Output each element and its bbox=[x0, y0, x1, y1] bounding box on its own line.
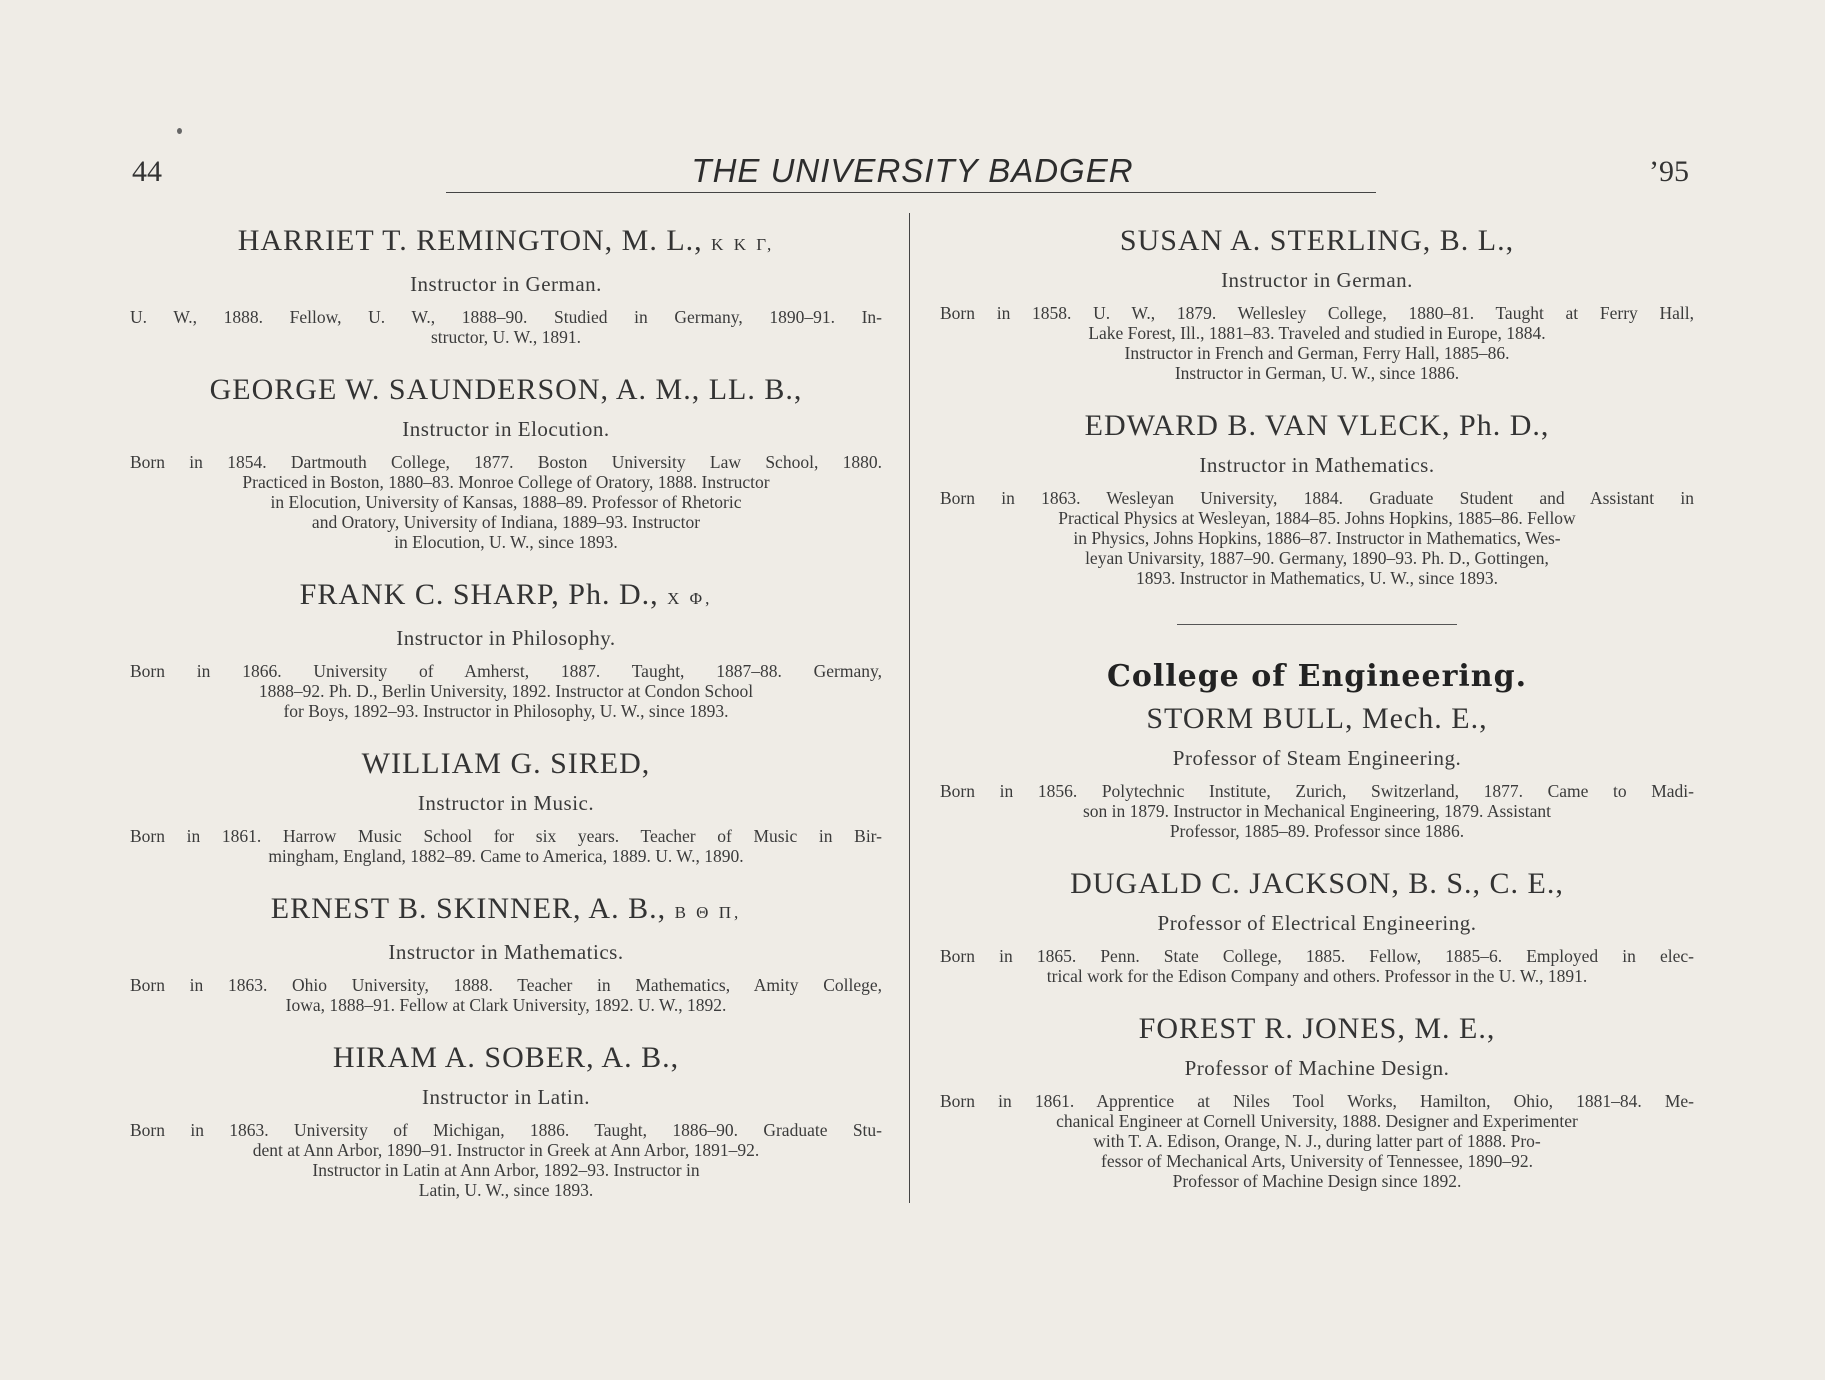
faculty-name-text: DUGALD C. JACKSON, B. S., C. E., bbox=[1070, 867, 1564, 900]
bio-line: Iowa, 1888–91. Fellow at Clark University, 1892. U. W., 1892. bbox=[285, 995, 727, 1015]
bio-line: Born in 1865. Penn. State College, 1885. Fellow, 1885–6. Employed in elec- bbox=[940, 946, 1694, 966]
faculty-bio bbox=[130, 826, 882, 866]
fraternity-letters: X Φ, bbox=[667, 589, 713, 608]
bio-line: Instructor in German, U. W., since 1886. bbox=[1174, 363, 1460, 383]
faculty-entry bbox=[130, 890, 882, 1015]
right-column-top bbox=[940, 222, 1694, 588]
faculty-name-text: ERNEST B. SKINNER, A. B., bbox=[270, 892, 667, 925]
faculty-name bbox=[130, 1039, 882, 1077]
faculty-name bbox=[130, 890, 882, 932]
faculty-title: Instructor in Mathematics. bbox=[1199, 453, 1435, 477]
bio-line: Professor of Machine Design since 1892. bbox=[1172, 1171, 1462, 1191]
bio-line: Practiced in Boston, 1880–83. Monroe College of Oratory, 1888. Instructor bbox=[242, 472, 770, 492]
section-rule bbox=[1177, 624, 1457, 625]
bio-line: Instructor in Latin at Ann Arbor, 1892–93. Instructor in bbox=[312, 1160, 700, 1180]
faculty-entry bbox=[940, 700, 1694, 841]
faculty-entry bbox=[940, 865, 1694, 986]
faculty-entry bbox=[130, 745, 882, 866]
faculty-name bbox=[940, 700, 1694, 738]
faculty-entry bbox=[130, 1039, 882, 1200]
faculty-name bbox=[940, 1010, 1694, 1048]
faculty-title: Instructor in Mathematics. bbox=[388, 940, 624, 964]
bio-line: in Elocution, U. W., since 1893. bbox=[394, 532, 618, 552]
bio-line: chanical Engineer at Cornell University, 1888. Designer and Experimenter bbox=[1056, 1111, 1578, 1131]
fraternity-letters: K K Γ, bbox=[711, 235, 775, 254]
faculty-bio bbox=[130, 452, 882, 552]
bio-line: structor, U. W., 1891. bbox=[431, 327, 581, 347]
faculty-title: Professor of Electrical Engineering. bbox=[1157, 911, 1477, 935]
faculty-entry bbox=[940, 222, 1694, 383]
bio-line: fessor of Mechanical Arts, University of Tennessee, 1890–92. bbox=[1101, 1151, 1533, 1171]
faculty-name-text: SUSAN A. STERLING, B. L., bbox=[1119, 224, 1515, 257]
right-column-bottom bbox=[940, 700, 1694, 1191]
faculty-entry bbox=[940, 407, 1694, 588]
bio-line: Born in 1863. Wesleyan University, 1884. Graduate Student and Assistant in bbox=[940, 488, 1694, 508]
bio-line: in Physics, Johns Hopkins, 1886–87. Instructor in Mathematics, Wes- bbox=[1073, 528, 1561, 548]
faculty-title: Professor of Steam Engineering. bbox=[1172, 746, 1462, 770]
faculty-title: Instructor in Latin. bbox=[421, 1085, 591, 1109]
faculty-name bbox=[940, 222, 1694, 260]
bio-line: U. W., 1888. Fellow, U. W., 1888–90. Studied in Germany, 1890–91. In- bbox=[130, 307, 882, 327]
faculty-entry bbox=[130, 576, 882, 721]
bio-line: leyan Univarsity, 1887–90. Germany, 1890–93. Ph. D., Gottingen, bbox=[1085, 548, 1549, 568]
faculty-name bbox=[130, 371, 882, 409]
bio-line: Born in 1856. Polytechnic Institute, Zurich, Switzerland, 1877. Came to Madi- bbox=[940, 781, 1694, 801]
bio-line: Lake Forest, Ill., 1881–83. Traveled and studied in Europe, 1884. bbox=[1088, 323, 1546, 343]
faculty-name-text: FOREST R. JONES, M. E., bbox=[1138, 1012, 1496, 1045]
faculty-name-text: HIRAM A. SOBER, A. B., bbox=[332, 1041, 680, 1074]
running-title: THE UNIVERSITY BADGER bbox=[691, 152, 1134, 189]
bio-line: 1888–92. Ph. D., Berlin University, 1892. Instructor at Condon School bbox=[258, 681, 754, 701]
section-heading: College of Engineering. bbox=[1106, 659, 1528, 694]
faculty-name-text: FRANK C. SHARP, Ph. D., bbox=[299, 578, 659, 611]
bio-line: Born in 1861. Apprentice at Niles Tool Works, Hamilton, Ohio, 1881–84. Me- bbox=[940, 1091, 1694, 1111]
faculty-entry bbox=[130, 371, 882, 552]
header-rule bbox=[446, 192, 1376, 193]
faculty-name bbox=[130, 222, 882, 264]
faculty-title: Instructor in Philosophy. bbox=[396, 626, 616, 650]
faculty-name-text: GEORGE W. SAUNDERSON, A. M., LL. B., bbox=[209, 373, 803, 406]
faculty-name bbox=[130, 576, 882, 618]
bio-line: and Oratory, University of Indiana, 1889–93. Instructor bbox=[311, 512, 701, 532]
faculty-name-text: HARRIET T. REMINGTON, M. L., bbox=[237, 224, 703, 257]
faculty-bio bbox=[940, 781, 1694, 841]
faculty-name bbox=[130, 745, 882, 783]
faculty-name bbox=[940, 407, 1694, 445]
bio-line: Born in 1863. University of Michigan, 1886. Taught, 1886–90. Graduate Stu- bbox=[130, 1120, 882, 1140]
bio-line: son in 1879. Instructor in Mechanical Engineering, 1879. Assistant bbox=[1082, 801, 1552, 821]
faculty-bio bbox=[940, 488, 1694, 588]
year-label: ’95 bbox=[1649, 155, 1689, 188]
faculty-bio bbox=[130, 1120, 882, 1200]
faculty-entry bbox=[940, 1010, 1694, 1191]
faculty-name-text: STORM BULL, Mech. E., bbox=[1146, 702, 1488, 735]
page-number: 44 bbox=[132, 155, 162, 188]
column-divider bbox=[909, 213, 910, 1203]
faculty-bio bbox=[940, 1091, 1694, 1191]
bio-line: trical work for the Edison Company and others. Professor in the U. W., 1891. bbox=[1046, 966, 1588, 986]
bio-line: Born in 1858. U. W., 1879. Wellesley College, 1880–81. Taught at Ferry Hall, bbox=[940, 303, 1694, 323]
faculty-name-text: WILLIAM G. SIRED, bbox=[361, 747, 651, 780]
bio-line: for Boys, 1892–93. Instructor in Philosophy, U. W., since 1893. bbox=[283, 701, 729, 721]
bio-line: Born in 1861. Harrow Music School for six years. Teacher of Music in Bir- bbox=[130, 826, 882, 846]
bio-line: Practical Physics at Wesleyan, 1884–85. Johns Hopkins, 1885–86. Fellow bbox=[1058, 508, 1576, 528]
paper-speck bbox=[177, 128, 182, 134]
faculty-bio bbox=[130, 661, 882, 721]
fraternity-letters: B Θ Π, bbox=[674, 903, 742, 922]
bio-line: Latin, U. W., since 1893. bbox=[418, 1180, 594, 1200]
left-column bbox=[130, 222, 882, 1224]
faculty-title: Instructor in German. bbox=[410, 272, 602, 296]
bio-line: dent at Ann Arbor, 1890–91. Instructor in Greek at Ann Arbor, 1891–92. bbox=[252, 1140, 760, 1160]
faculty-title: Instructor in German. bbox=[1221, 268, 1413, 292]
bio-line: Born in 1863. Ohio University, 1888. Teacher in Mathematics, Amity College, bbox=[130, 975, 882, 995]
bio-line: Instructor in French and German, Ferry Hall, 1885–86. bbox=[1124, 343, 1510, 363]
bio-line: in Elocution, University of Kansas, 1888–89. Professor of Rhetoric bbox=[270, 492, 742, 512]
faculty-entry bbox=[130, 222, 882, 347]
faculty-name-text: EDWARD B. VAN VLECK, Ph. D., bbox=[1084, 409, 1550, 442]
bio-line: Professor, 1885–89. Professor since 1886. bbox=[1169, 821, 1465, 841]
faculty-name bbox=[940, 865, 1694, 903]
faculty-bio bbox=[130, 307, 882, 347]
right-column bbox=[940, 222, 1694, 1215]
faculty-title: Instructor in Music. bbox=[417, 791, 595, 815]
bio-line: 1893. Instructor in Mathematics, U. W., since 1893. bbox=[1135, 568, 1499, 588]
bio-line: Born in 1854. Dartmouth College, 1877. Boston University Law School, 1880. bbox=[130, 452, 882, 472]
bio-line: mingham, England, 1882–89. Came to America, 1889. U. W., 1890. bbox=[268, 846, 744, 866]
faculty-title: Instructor in Elocution. bbox=[402, 417, 610, 441]
bio-line: Born in 1866. University of Amherst, 1887. Taught, 1887–88. Germany, bbox=[130, 661, 882, 681]
faculty-bio bbox=[130, 975, 882, 1015]
faculty-bio bbox=[940, 303, 1694, 383]
faculty-bio bbox=[940, 946, 1694, 986]
faculty-title: Professor of Machine Design. bbox=[1184, 1056, 1450, 1080]
bio-line: with T. A. Edison, Orange, N. J., during latter part of 1888. Pro- bbox=[1093, 1131, 1541, 1151]
